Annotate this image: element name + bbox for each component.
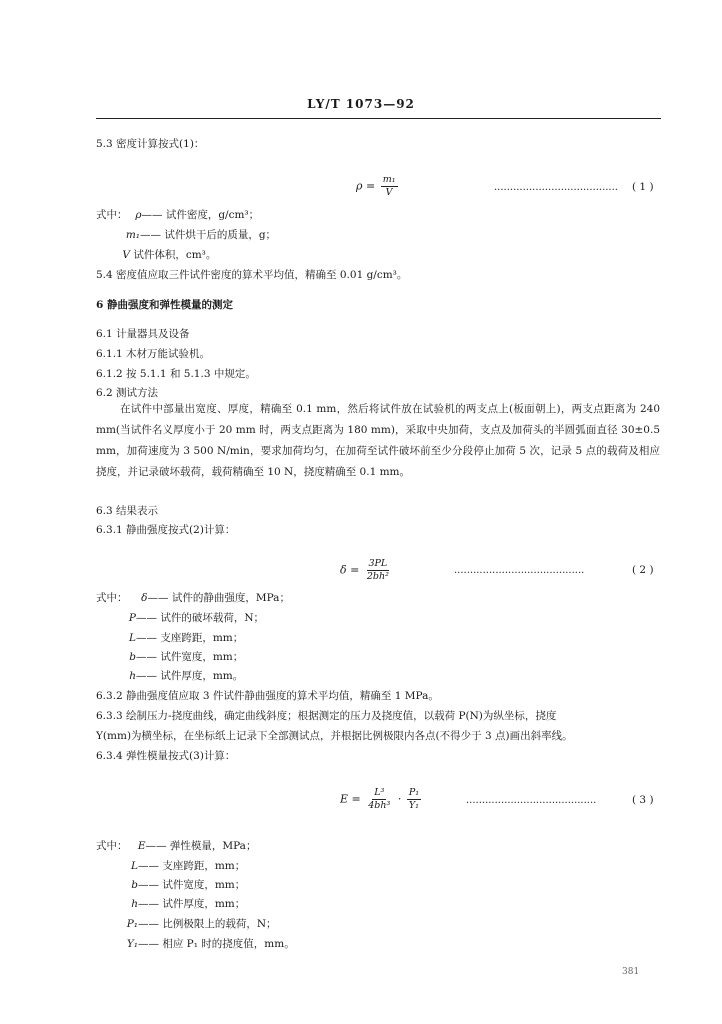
symbol-desc: —— 试件宽度，mm； [136, 651, 244, 663]
eq2-number: ( 2 ) [632, 564, 654, 576]
symbol: P₁ [126, 918, 138, 930]
symbol: Y₁ [126, 938, 138, 950]
section-6-1: 6.1 计量器具及设备 [96, 328, 190, 340]
symbol: δ [141, 592, 148, 604]
section-6-title: 6 静曲强度和弹性模量的测定 [96, 299, 233, 311]
eq3-numerator-1: L³ [374, 787, 385, 798]
where3-row [96, 858, 245, 873]
symbol-desc: —— 试件宽度，mm； [138, 879, 246, 891]
eq2-leader-dots: ......................................... [454, 565, 585, 576]
eq3-fraction-1 [366, 787, 392, 812]
eq1-lhs: ρ = [356, 179, 376, 193]
where3-row [96, 877, 245, 892]
symbol-desc: —— 支座跨距，mm； [136, 632, 244, 644]
where-prefix: 式中： [96, 840, 128, 852]
where2-row [96, 610, 264, 625]
eq2-denominator: 2bh² [366, 571, 389, 582]
symbol-desc: —— 试件的静曲强度，MPa； [147, 592, 290, 604]
section-5-3: 5.3 密度计算按式(1)： [96, 138, 205, 150]
where3-row [96, 896, 245, 911]
where-prefix: 式中： [96, 592, 128, 604]
header-rule [96, 118, 661, 119]
where2-row [96, 630, 243, 645]
eq3-denominator-2: Y₁ [408, 800, 419, 811]
where-prefix: 式中： [96, 209, 128, 221]
eq1-numerator: m₁ [382, 174, 396, 185]
eq3-numerator-2: P₁ [408, 787, 420, 798]
eq2-fraction [365, 558, 391, 583]
symbol: b [131, 879, 138, 891]
equation-1 [356, 174, 400, 199]
symbol-desc: —— 试件的破坏载荷，N； [136, 612, 265, 624]
symbol-desc: —— 相应 P₁ 时的挠度值，mm。 [138, 938, 295, 950]
section-6-3-2: 6.3.2 静曲强度值应取 3 件试件静曲强度的算术平均值，精确至 1 MPa。 [96, 690, 439, 702]
symbol-desc: —— 试件厚度，mm。 [136, 670, 244, 682]
section-6-2: 6.2 测试方法 [96, 387, 159, 399]
where3-row [96, 936, 295, 951]
symbol: V [122, 249, 130, 261]
section-6-3-3-line1: 6.3.3 绘制压力-挠度曲线，确定曲线斜度；根据测定的压力及挠度值，以载荷 P(N)为纵坐标，挠度 [96, 710, 557, 722]
symbol-desc: 试件体积，cm³。 [130, 249, 217, 261]
section-5-4: 5.4 密度值应取三件试件密度的算术平均值，精确至 0.01 g/cm³。 [96, 269, 408, 281]
symbol: E [137, 840, 146, 852]
where3-row [96, 916, 277, 931]
symbol-desc: —— 支座跨距，mm； [138, 860, 246, 872]
page-number: 381 [622, 967, 640, 977]
eq3-denominator-1: 4bh³ [368, 800, 391, 811]
eq1-fraction [381, 174, 398, 199]
section-6-1-2: 6.1.2 按 5.1.1 和 5.1.3 中规定。 [96, 368, 256, 380]
symbol: h [131, 898, 138, 910]
where2-row [96, 649, 243, 664]
section-6-3: 6.3 结果表示 [96, 505, 159, 517]
eq3-fraction-2 [407, 787, 421, 812]
symbol: ρ [135, 209, 142, 221]
eq2-numerator: 3PL [368, 558, 388, 569]
where2-row [96, 668, 243, 683]
page-header: LY/T 1073—92 [307, 97, 415, 111]
where3-row [96, 838, 256, 853]
eq3-leader-dots: ......................................... [466, 795, 597, 806]
eq3-number: ( 3 ) [632, 794, 654, 806]
symbol-desc: —— 比例极限上的载荷，N； [138, 918, 277, 930]
symbol-desc: —— 弹性模量，MPa； [145, 840, 257, 852]
section-6-3-4: 6.3.4 弹性模量按式(3)计算： [96, 750, 236, 762]
symbol: m₁ [125, 229, 140, 241]
equation-3 [340, 787, 423, 812]
equation-2 [340, 558, 393, 583]
symbol: h [129, 670, 136, 682]
symbol-desc: —— 试件烘干后的质量，g； [140, 229, 277, 241]
symbol-desc: —— 试件密度，g/cm³； [141, 209, 260, 221]
section-6-3-3-line2: Y(mm)为横坐标，在坐标纸上记录下全部测试点，并根据比例极限内各点(不得少于 3 点)画出斜率线。 [96, 730, 573, 742]
symbol: L [129, 632, 136, 644]
eq3-multiply-dot: · [397, 792, 402, 806]
eq1-leader-dots: ....................................... [494, 182, 618, 193]
eq1-denominator: V [385, 187, 393, 198]
section-6-3-1: 6.3.1 静曲强度按式(2)计算： [96, 524, 236, 536]
eq1-number: ( 1 ) [632, 181, 654, 193]
section-6-2-body: 在试件中部量出宽度、厚度，精确至 0.1 mm，然后将试件放在试验机的两支点上(板面朝上)，两支点距离为 240 mm(当试件名义厚度小于 20 mm 时，两支点距离为 180 mm)，采取中央加荷，支点及加荷头的半圆弧面直径 30±0.5 mm，加荷速度为 3 500 N/min，要求加荷均匀，在加荷至试件破坏前至少分段停止加荷 5 次，记录 5 点的载荷及相应挠度，并记录破坏载荷，载荷精确至 10 N，挠度精确至 0.1 mm。 [96, 403, 660, 478]
eq2-lhs: δ = [340, 563, 360, 577]
symbol-desc: —— 试件厚度，mm； [138, 898, 246, 910]
where2-row [96, 590, 290, 605]
symbol: b [129, 651, 136, 663]
where1-row [96, 207, 259, 222]
symbol: P [128, 612, 136, 624]
where1-row [96, 227, 276, 242]
symbol: L [131, 860, 138, 872]
where1-row [96, 247, 216, 262]
section-6-1-1: 6.1.1 木材万能试验机。 [96, 348, 211, 360]
eq3-lhs: E = [340, 792, 361, 806]
